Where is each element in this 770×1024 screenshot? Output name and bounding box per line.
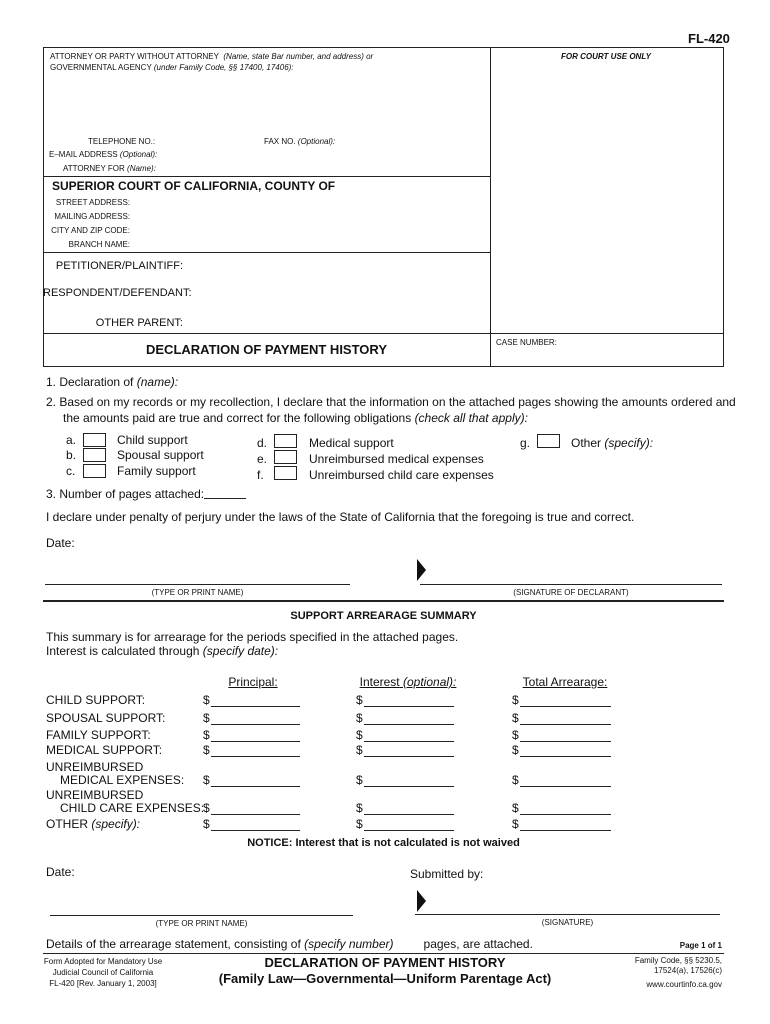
interest-amount-field[interactable] [364,814,454,815]
currency-symbol: $ [356,743,363,757]
checkbox-label: Medical support [309,436,394,450]
row-label-top: UNREIMBURSED [46,788,144,802]
checkbox-unreimbursed-child-care[interactable] [274,466,297,480]
checkbox-spousal-support[interactable] [83,448,106,462]
date-label-2: Date: [46,865,75,879]
divider [43,176,490,177]
item-2-line2: the amounts paid are true and correct for the following obligations (check all that apply): [63,411,528,425]
interest-amount-field[interactable] [364,724,454,725]
divider [43,252,490,253]
form-title: DECLARATION OF PAYMENT HISTORY [146,342,387,357]
checkbox-letter: g. [520,436,531,450]
checkbox-label: Spousal support [117,448,204,462]
interest-amount-field[interactable] [364,706,454,707]
currency-symbol: $ [356,693,363,707]
principal-amount-field[interactable] [211,741,300,742]
principal-amount-field[interactable] [211,814,300,815]
currency-symbol: $ [356,711,363,725]
street-address-label: STREET ADDRESS: [55,198,130,207]
principal-amount-field[interactable] [211,786,300,787]
row-label: MEDICAL EXPENSES: [60,773,185,787]
divider [43,333,724,334]
section-divider [43,600,724,602]
total-amount-field[interactable] [520,786,611,787]
principal-amount-field[interactable] [211,706,300,707]
signature-declarant-label: (SIGNATURE OF DECLARANT) [513,588,629,597]
principal-amount-field[interactable] [211,756,300,757]
mailing-address-label: MAILING ADDRESS: [54,212,130,221]
branch-name-label: BRANCH NAME: [68,240,130,249]
row-label: CHILD CARE EXPENSES: [60,801,205,815]
currency-symbol: $ [512,801,519,815]
code-reference: Family Code, §§ 5230.5, 17524(a), 17526(c) [634,956,722,975]
form-id: FL-420 [688,31,730,46]
checkbox-letter: b. [66,448,77,462]
city-zip-label: CITY AND ZIP CODE: [51,226,130,235]
total-amount-field[interactable] [520,830,611,831]
signature-label: (SIGNATURE) [541,918,594,927]
checkbox-label: Child support [117,433,188,447]
checkbox-medical-support[interactable] [274,434,297,448]
checkbox-label: Unreimbursed medical expenses [309,452,484,466]
fax-label: FAX NO. (Optional): [264,137,336,146]
principal-amount-field[interactable] [211,830,300,831]
signature-line[interactable] [420,584,722,585]
row-label-top: UNREIMBURSED [46,760,144,774]
checkbox-unreimbursed-medical[interactable] [274,450,297,464]
total-amount-field[interactable] [520,814,611,815]
interest-amount-field[interactable] [364,786,454,787]
attorney-for-label: ATTORNEY FOR (Name): [63,164,156,173]
signature-line-2[interactable] [415,914,720,915]
currency-symbol: $ [203,728,210,742]
checkbox-letter: c. [66,464,76,478]
pages-attached-field[interactable] [204,498,246,499]
interest-amount-field[interactable] [364,756,454,757]
notice: NOTICE: Interest that is not calculated is not waived [247,837,520,849]
checkbox-letter: a. [66,433,77,447]
principal-amount-field[interactable] [211,724,300,725]
currency-symbol: $ [512,728,519,742]
total-amount-field[interactable] [520,756,611,757]
total-amount-field[interactable] [520,706,611,707]
currency-symbol: $ [512,773,519,787]
row-label: CHILD SUPPORT: [46,693,146,707]
col-principal: Principal: [228,675,278,689]
footer-divider [43,953,724,954]
item-1: 1. Declaration of (name): [46,375,179,389]
type-name-label-2: (TYPE OR PRINT NAME) [155,919,248,928]
interest-amount-field[interactable] [364,741,454,742]
currency-symbol: $ [203,773,210,787]
checkbox-family-support[interactable] [83,464,106,478]
total-amount-field[interactable] [520,741,611,742]
name-line[interactable] [45,584,350,585]
submitted-by-label: Submitted by: [410,867,484,881]
page-number: Page 1 of 1 [679,941,722,950]
currency-symbol: $ [203,743,210,757]
currency-symbol: $ [203,693,210,707]
summary-line1: This summary is for arrearage for the periods specified in the attached pages. [46,630,459,644]
item-3: 3. Number of pages attached: [46,487,205,501]
col-total: Total Arrearage: [522,675,608,689]
currency-symbol: $ [356,773,363,787]
date-label: Date: [46,536,75,550]
other-parent-label: OTHER PARENT: [95,317,183,329]
currency-symbol: $ [512,693,519,707]
currency-symbol: $ [203,711,210,725]
checkbox-label: Other (specify): [571,436,654,450]
currency-symbol: $ [512,711,519,725]
item-2-line1: 2. Based on my records or my recollection, I declare that the information on the attached pages showing the amounts ordered and [46,395,736,409]
court-name: SUPERIOR COURT OF CALIFORNIA, COUNTY OF [52,179,336,193]
checkbox-letter: f. [257,468,264,482]
currency-symbol: $ [203,801,210,815]
footer-title: DECLARATION OF PAYMENT HISTORY (Family Law—Governmental—Uniform Parentage Act) [218,955,552,986]
attorney-label: ATTORNEY OR PARTY WITHOUT ATTORNEY (Name, state Bar number, and address) or [50,52,374,61]
arrow-icon [417,559,426,581]
agency-label: GOVERNMENTAL AGENCY (under Family Code, §§ 17400, 17406): [50,63,294,72]
currency-symbol: $ [512,743,519,757]
row-label: FAMILY SUPPORT: [46,728,151,742]
interest-amount-field[interactable] [364,830,454,831]
checkbox-label: Family support [117,464,196,478]
arrow-icon [417,890,426,912]
currency-symbol: $ [512,817,519,831]
court-use-label: FOR COURT USE ONLY [561,52,651,61]
checkbox-label: Unreimbursed child care expenses [309,468,494,482]
currency-symbol: $ [356,801,363,815]
currency-symbol: $ [356,728,363,742]
summary-title: SUPPORT ARREARAGE SUMMARY [290,610,477,622]
row-label: MEDICAL SUPPORT: [46,743,163,757]
case-number-label: CASE NUMBER: [496,338,557,347]
checkbox-letter: e. [257,452,268,466]
row-label: SPOUSAL SUPPORT: [46,711,166,725]
row-label: OTHER (specify): [46,817,141,831]
currency-symbol: $ [356,817,363,831]
perjury-statement: I declare under penalty of perjury under the laws of the State of California that the foregoing is true and correct. [46,510,635,524]
checkbox-other[interactable] [537,434,560,448]
website-link[interactable]: www.courtinfo.ca.gov [646,980,722,989]
type-name-label: (TYPE OR PRINT NAME) [151,588,244,597]
telephone-label: TELEPHONE NO.: [88,137,156,146]
respondent-label: RESPONDENT/DEFENDANT: [43,287,192,299]
checkbox-child-support[interactable] [83,433,106,447]
col-interest: Interest (optional): [359,675,457,689]
petitioner-label: PETITIONER/PLAINTIFF: [55,260,183,272]
checkbox-letter: d. [257,436,268,450]
divider [490,47,491,367]
adopted-notice: Form Adopted for Mandatory Use Judicial Council of California FL-420 [Rev. January 1, 2003] [43,957,163,988]
total-amount-field[interactable] [520,724,611,725]
currency-symbol: $ [203,817,210,831]
email-label: E–MAIL ADDRESS (Optional): [49,150,158,159]
summary-line2: Interest is calculated through (specify date): [46,644,279,658]
name-line-2[interactable] [50,915,353,916]
details-statement: Details of the arrearage statement, consisting of (specify number) pages, are attached. [46,937,533,951]
